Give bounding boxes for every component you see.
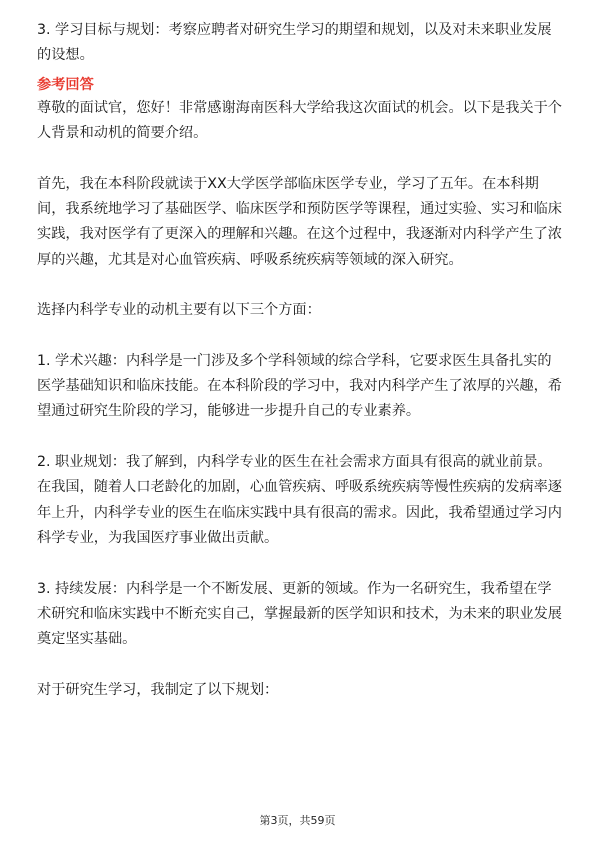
paragraph-gap bbox=[37, 273, 562, 298]
paragraph-greeting: 尊敬的面试官，您好！非常感谢海南医科大学给我这次面试的机会。以下是我关于个人背景和动机的简要介绍。 bbox=[37, 99, 562, 142]
answer-heading: 参考回答 bbox=[37, 76, 94, 93]
question-item: 3. 学习目标与规划：考察应聘者对研究生学习的期望和规划，以及对未来职业发展的设想。 bbox=[37, 22, 552, 64]
paragraph-background: 首先，我在本科阶段就读于XX大学医学部临床医学专业，学习了五年。在本科期间，我系统地学习了基础医学、临床医学和预防医学等课程，通过实验、实习和临床实践，我对医学有了更深入的理解和兴趣。在这个过程中，我逐渐对内科学产生了浓厚的兴趣，尤其是对心血管疾病、呼吸系统疾病等领域的深入研究。 bbox=[37, 175, 562, 268]
paragraph-continuous-development: 3. 持续发展：内科学是一个不断发展、更新的领域。作为一名研究生，我希望在学术研究和临床实践中不断充实自己，掌握最新的医学知识和技术，为未来的职业发展奠定坚实基础。 bbox=[37, 580, 562, 648]
page-number-footer: 第3页，共59页 bbox=[259, 814, 336, 827]
document-body bbox=[37, 18, 562, 703]
paragraph-academic-interest: 1. 学术兴趣：内科学是一门涉及多个学科领域的综合学科，它要求医生具备扎实的医学基础知识和临床技能。在本科阶段的学习中，我对内科学产生了浓厚的兴趣，希望通过研究生阶段的学习，能够进一步提升自己的专业素养。 bbox=[37, 352, 562, 420]
paragraph-gap bbox=[37, 552, 562, 577]
paragraph-gap bbox=[37, 653, 562, 678]
paragraph-motivation-intro: 选择内科学专业的动机主要有以下三个方面： bbox=[37, 302, 321, 319]
paragraph-gap bbox=[37, 324, 562, 349]
paragraph-gap bbox=[37, 425, 562, 450]
paragraph-study-plan-intro: 对于研究生学习，我制定了以下规划： bbox=[37, 681, 279, 698]
paragraph-career-planning: 2. 职业规划：我了解到，内科学专业的医生在社会需求方面具有很高的就业前景。在我国，随着人口老龄化的加剧，心血管疾病、呼吸系统疾病等慢性疾病的发病率逐年上升，内科学专业的医生在临床实践中具有很高的需求。因此，我希望通过学习内科学专业，为我国医疗事业做出贡献。 bbox=[37, 453, 562, 547]
paragraph-gap bbox=[37, 147, 562, 172]
